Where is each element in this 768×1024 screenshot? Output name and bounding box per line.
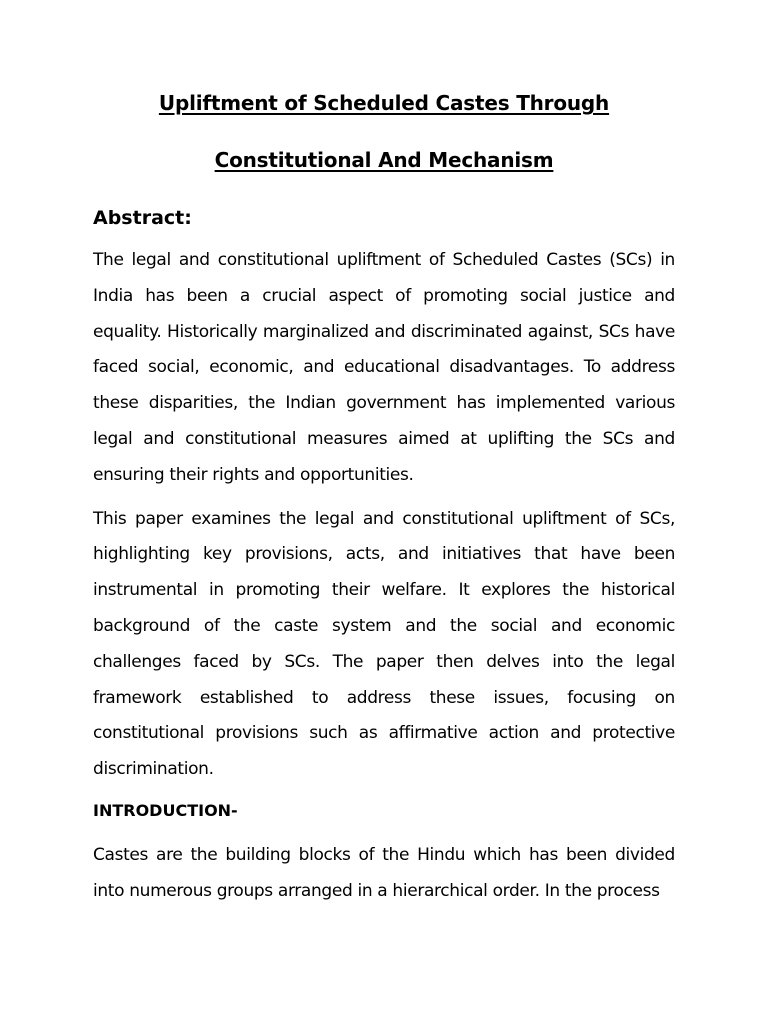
- document-title-line-2: Constitutional And Mechanism: [214, 148, 554, 172]
- abstract-paragraph-1: The legal and constitutional upliftment of Scheduled Castes (SCs) in India has been a crucial aspect of promoting social justice and equality. Historically marginalized and discriminated against, SCs have faced social, economic, and educational disadvantages. To address these disparities, the Indian government has implemented various legal and constitutional measures aimed at uplifting the SCs and ensuring their rights and opportunities.: [93, 250, 675, 485]
- abstract-heading: Abstract:: [93, 207, 192, 229]
- document-content: [93, 88, 675, 918]
- document-title-line-1: Upliftment of Scheduled Castes Through: [158, 91, 610, 115]
- introduction-heading: INTRODUCTION-: [93, 800, 238, 820]
- abstract-paragraph-2: This paper examines the legal and constitutional upliftment of SCs, highlighting key provisions, acts, and initiatives that have been instrumental in promoting their welfare. It explores the historical background of the caste system and the social and economic challenges faced by SCs. The paper then delves into the legal framework established to address these issues, focusing on constitutional provisions such as affirmative action and protective discrimination.: [93, 508, 675, 780]
- introduction-paragraph-1: Castes are the building blocks of the Hindu which has been divided into numerous groups arranged in a hierarchical order. In the process: [93, 844, 675, 901]
